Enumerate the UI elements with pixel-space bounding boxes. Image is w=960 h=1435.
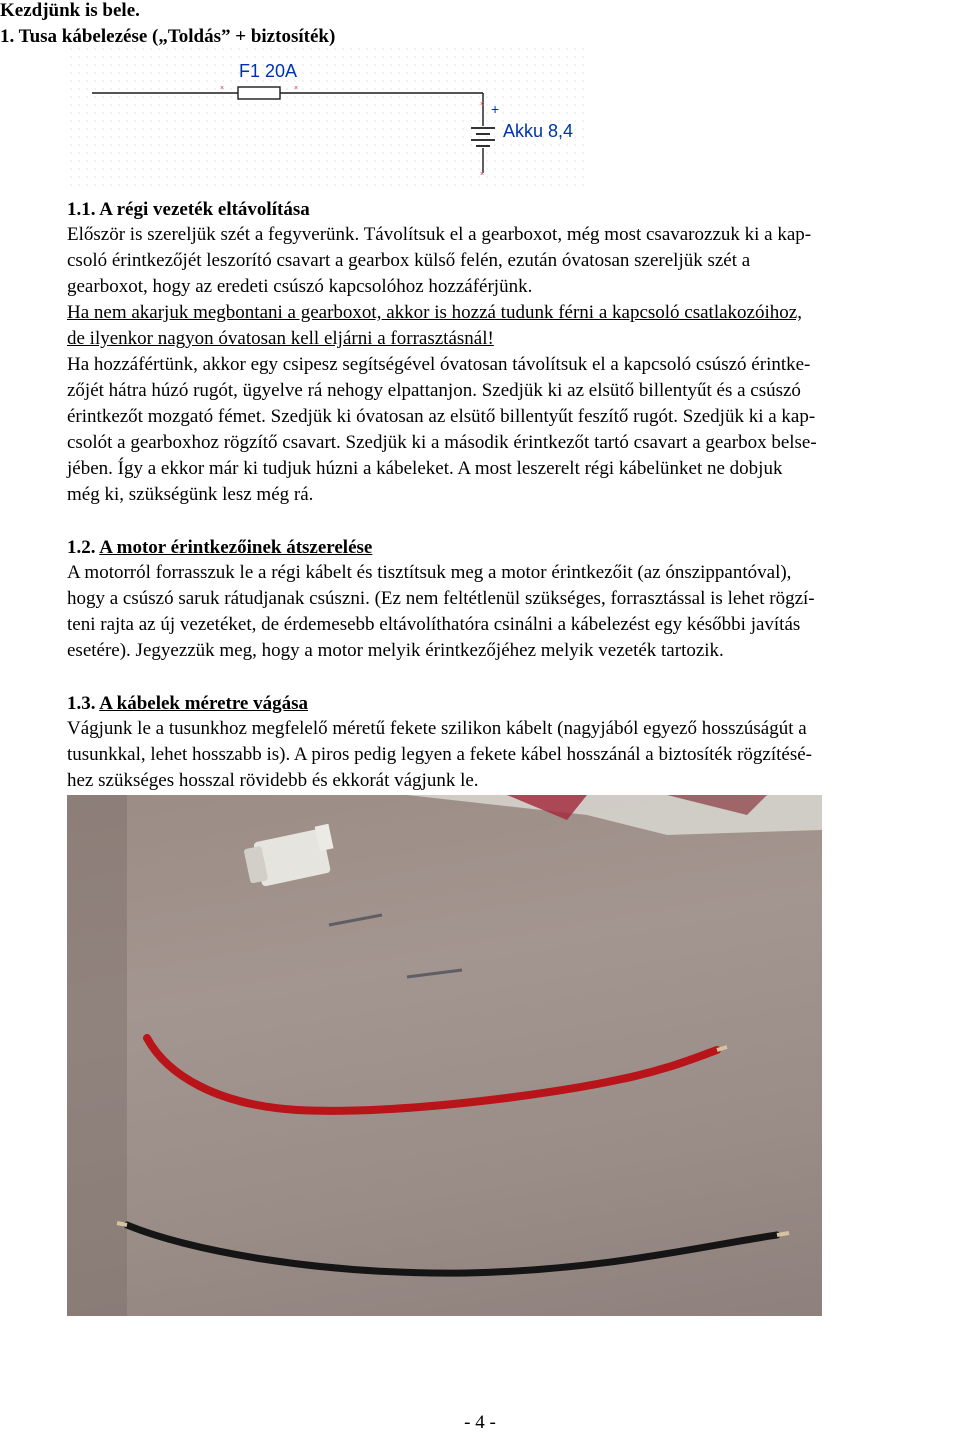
black-wire (127, 1225, 777, 1273)
crimp-terminals (329, 915, 462, 977)
svg-text:×: × (480, 171, 485, 178)
paragraph-line: Ha hozzáfértünk, akkor egy csipesz segítségével óvatosan távolítsuk el a kapcsoló csúszó érintke- (67, 354, 811, 375)
section-title-1-1: 1.1. A régi vezeték eltávolítása (67, 199, 310, 220)
paragraph-line: esetére). Jegyezzük meg, hogy a motor melyik érintkezőjéhez melyik vezeték tartozik. (67, 640, 724, 661)
paragraph-line: hez szükséges hosszal rövidebb és ekkorát vágjunk le. (67, 770, 479, 791)
section-body-1-3 (67, 716, 951, 794)
black-wire-tip-right (777, 1233, 789, 1235)
paragraph-line: csolót a gearboxhoz rögzítő csavart. Szedjük ki a második érintkezőt tartó csavart a gearbox belse- (67, 432, 817, 453)
svg-text:×: × (220, 85, 225, 92)
section-title-1-2 (67, 536, 372, 560)
section-number: 1.3. (67, 693, 96, 714)
black-wire-tip-left (117, 1223, 127, 1225)
page-number: - 4 - (464, 1412, 496, 1433)
section-title-1-3 (67, 692, 308, 716)
connector-housing (243, 824, 333, 887)
paragraph-line: Vágjunk le a tusunkhoz megfelelő méretű fekete szilikon kábelt (nagyjából egyező hosszúságút a (67, 718, 807, 739)
paragraph-line: zőjét hátra húzó rugót, ügyelve rá nehogy elpattanjon. Szedjük ki az elsütő billentyűt és a csúszó (67, 380, 801, 401)
paragraph-line: A motorról forrasszuk le a régi kábelt és tisztítsuk meg a motor érintkezőit (az ónszippantóval), (67, 562, 792, 583)
svg-text:×: × (480, 101, 485, 108)
chapter-title: 1. Tusa kábelezése („Toldás” + biztosíték) (0, 26, 336, 47)
svg-text:×: × (294, 85, 299, 92)
fuse-label: F1 20A (239, 61, 298, 81)
fuse-symbol (238, 87, 280, 99)
section-body-1-2 (67, 560, 951, 664)
paragraph-line: teni rajta az új vezetéket, de érdemesebb eltávolíthatóra csinálni a kábelezést egy későbbi javítás (67, 614, 801, 635)
section-heading-text: A motor érintkezőinek átszerelése (99, 537, 373, 558)
section-number: 1.2. (67, 537, 96, 558)
paragraph-line: hogy a csúszó saruk rátudjanak csúszni. (Ez nem feltétlenül szükséges, forrasztással is lehet rögzí- (67, 588, 815, 609)
paragraph-line: gearboxot, hogy az eredeti csúszó kapcsolóhoz hozzáférjünk. (67, 276, 533, 297)
battery-plus-label: + (491, 101, 500, 117)
warning-line: Ha nem akarjuk megbontani a gearboxot, akkor is hozzá tudunk férni a kapcsoló csatlakozóihoz, (67, 302, 802, 323)
cables-photo (67, 795, 822, 1316)
document-heading: Kezdjünk is bele. (0, 0, 140, 21)
red-wire (147, 1038, 717, 1111)
warning-line: de ilyenkor nagyon óvatosan kell eljárni a forrasztásnál! (67, 328, 494, 349)
section-body-1-1 (67, 222, 951, 508)
paragraph-line: jében. Így a ekkor már ki tudjuk húzni a kábeleket. A most leszerelt régi kábelünket ne dobjuk (67, 458, 783, 479)
paragraph-line: Először is szereljük szét a fegyverünk. Távolítsuk el a gearboxot, még most csavarozzuk ki a kap- (67, 224, 812, 245)
battery-label: Akku 8,4 (503, 121, 574, 141)
paragraph-line: csoló érintkezőjét leszorító csavart a gearbox külső felén, ezután óvatosan szereljük szét a (67, 250, 751, 271)
paragraph-line: érintkezőt mozgató fémet. Szedjük ki óvatosan az elsütő billentyűt feszítő rugót. Szedjük ki a kap- (67, 406, 816, 427)
cables-photo-drawing (67, 795, 822, 1316)
paragraph-line: tusunkkal, lehet hosszabb is). A piros pedig legyen a fekete kábel hosszánál a biztosíték rögzítésé- (67, 744, 813, 765)
paragraph-line: még ki, szükségünk lesz még rá. (67, 484, 314, 505)
circuit-schematic (70, 48, 590, 188)
section-heading-text: A kábelek méretre vágása (99, 693, 308, 714)
